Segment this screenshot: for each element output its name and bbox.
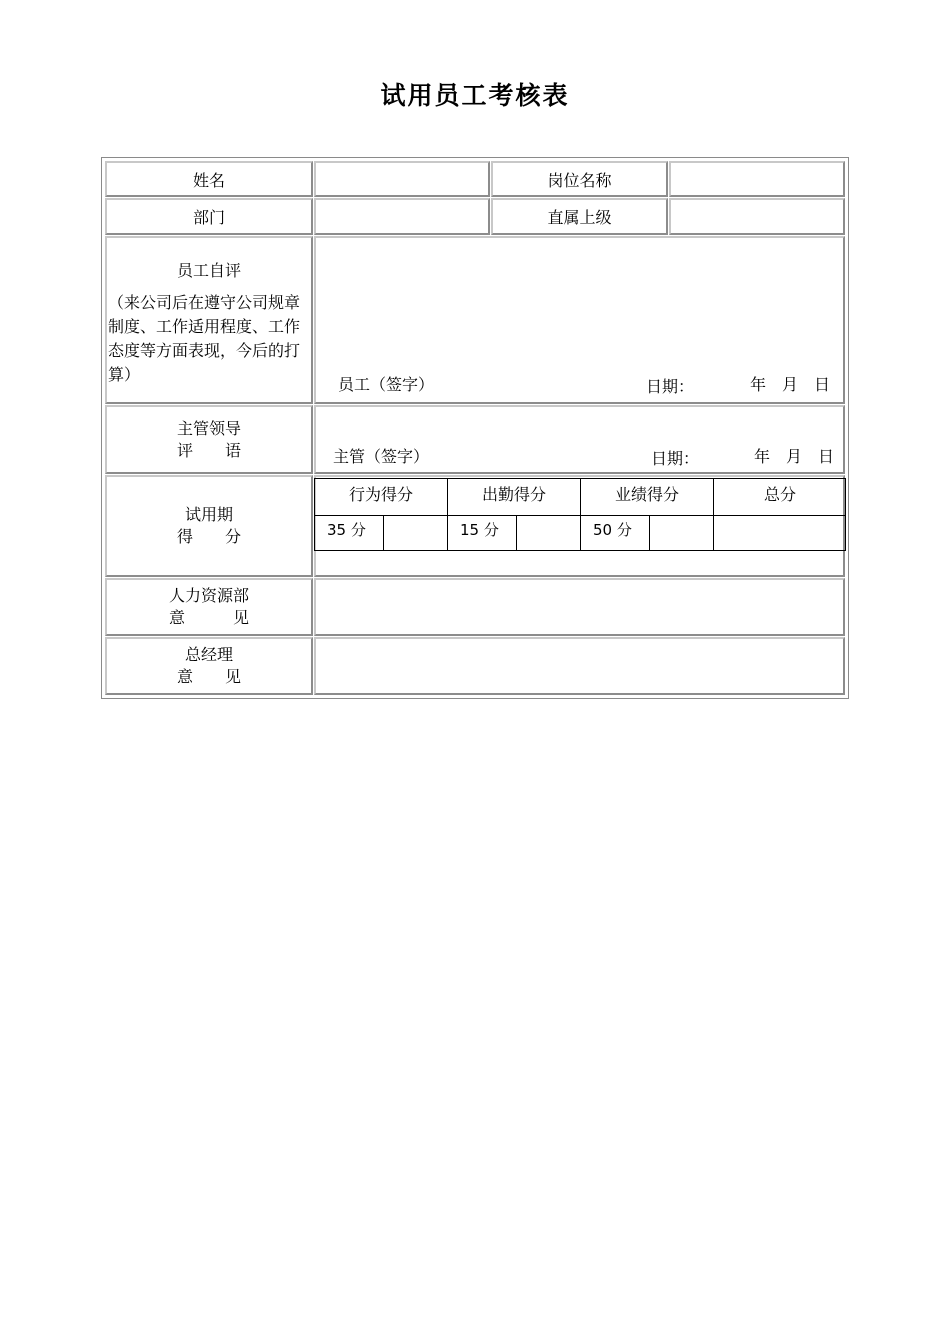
page-title: 试用员工考核表 [380,81,570,110]
supervisor-label-cell [105,405,313,474]
self-eval-content-cell[interactable] [314,236,845,404]
employee-signature-label: 员工（签字） [338,375,435,394]
probation-label-line2: 得 分 [176,527,241,546]
dept-label-cell [105,198,313,235]
score-entry-behavior[interactable] [384,516,447,551]
supervisor-content-cell[interactable] [314,405,845,474]
score-header-attendance: 出勤得分 [481,484,546,504]
hr-label-cell [105,578,313,636]
supervisor-label-line2: 评 语 [176,440,241,460]
supervisor-label-line1: 主管领导 [176,418,241,438]
score-header-total: 总分 [763,484,796,504]
gm-label-line1: 总经理 [184,645,233,664]
score-value-performance: 50 分 [593,521,632,539]
gm-label-cell [105,637,313,695]
employee-date-label: 日期： [646,377,695,396]
supervisor-date-units: 年 月 日 [754,447,835,466]
gm-label-line2: 意 见 [176,667,241,686]
score-table [314,478,846,551]
self-eval-description: （来公司后在遵守公司规章制度、工作适用程度、工作态度等方面表现，今后的打算） [108,293,301,384]
score-entry-total[interactable] [714,516,846,551]
employee-date-units: 年 月 日 [750,375,831,394]
probation-label-line1: 试用期 [184,505,233,524]
score-entry-attendance[interactable] [517,516,580,551]
hr-label-line1: 人力资源部 [168,586,249,605]
score-value-attendance: 15 分 [460,521,499,539]
probation-label-cell [105,475,313,577]
name-label-cell [105,161,313,197]
superior-label-cell [491,198,668,235]
dept-label: 部门 [192,208,225,227]
gm-content-cell[interactable] [314,637,845,695]
score-entry-performance[interactable] [650,516,713,551]
hr-content-cell[interactable] [314,578,845,636]
score-value-behavior: 35 分 [327,521,366,539]
superior-input-cell[interactable] [669,198,845,235]
position-label: 岗位名称 [547,170,612,190]
score-header-behavior: 行为得分 [348,484,413,504]
self-eval-label: 员工自评 [176,261,241,280]
supervisor-date-label: 日期： [651,449,700,468]
position-label-cell [491,161,668,197]
score-header-performance: 业绩得分 [614,484,679,504]
superior-label: 直属上级 [547,208,612,227]
name-label: 姓名 [192,170,225,190]
dept-input-cell[interactable] [314,198,490,235]
position-input-cell[interactable] [669,161,845,197]
supervisor-signature-label: 主管（签字） [333,447,430,466]
self-eval-label-cell [105,236,313,404]
hr-label-line2: 意 见 [168,608,249,627]
name-input-cell[interactable] [314,161,490,197]
